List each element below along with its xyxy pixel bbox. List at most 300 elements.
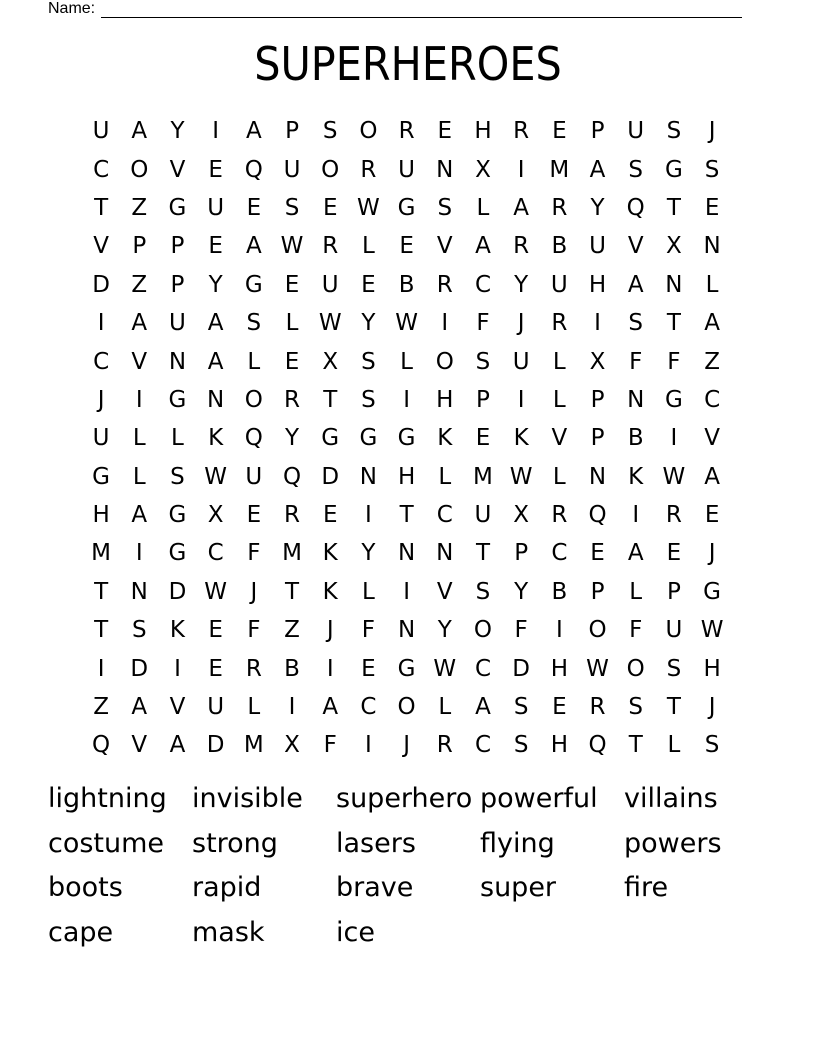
grid-letter: W	[662, 463, 686, 490]
grid-letter: C	[207, 540, 224, 567]
grid-letter: A	[475, 694, 491, 721]
grid-letter: R	[513, 233, 530, 260]
grid-letter: H	[397, 463, 416, 490]
grid-letter: C	[704, 386, 721, 413]
grid-letter: L	[171, 425, 184, 452]
grid-letter: F	[247, 617, 261, 644]
grid-letter: B	[551, 233, 568, 260]
grid-letter: P	[132, 233, 147, 260]
grid-letter: Z	[284, 617, 300, 644]
grid-letter: T	[475, 540, 490, 567]
grid-letter: A	[627, 271, 644, 298]
grid-letter: S	[246, 310, 262, 337]
grid-letter: T	[94, 617, 109, 644]
grid-letter: V	[551, 425, 568, 452]
grid-letter: U	[207, 694, 225, 721]
grid-letter: K	[628, 463, 644, 490]
grid-letter: A	[627, 540, 644, 567]
grid-letter: O	[626, 655, 645, 682]
grid-letter: A	[207, 348, 224, 375]
grid-letter: O	[397, 694, 416, 721]
grid-letter: R	[589, 694, 606, 721]
grid-letter: L	[705, 271, 719, 298]
grid-letter: S	[704, 156, 720, 183]
grid-letter: E	[552, 694, 567, 721]
grid-letter: U	[321, 271, 339, 298]
grid-letter: L	[361, 578, 375, 605]
grid-letter: N	[168, 348, 187, 375]
grid-letter: S	[131, 617, 147, 644]
grid-letter: P	[170, 233, 185, 260]
grid-letter: C	[474, 655, 491, 682]
grid-letter: E	[361, 655, 376, 682]
grid-letter: I	[632, 502, 640, 529]
grid-letter: X	[475, 156, 491, 183]
grid-letter: W	[395, 310, 418, 337]
grid-letter: H	[703, 655, 721, 682]
grid-letter: E	[246, 194, 262, 221]
grid-letter: E	[284, 348, 300, 375]
grid-letter: K	[208, 425, 224, 452]
grid-letter: I	[517, 386, 525, 413]
grid-letter: G	[168, 194, 187, 221]
grid-letter: W	[357, 194, 380, 221]
grid-letter: R	[245, 655, 262, 682]
grid-letter: U	[665, 617, 683, 644]
grid-letter: J	[708, 694, 716, 721]
grid-letter: E	[552, 118, 567, 145]
grid-letter: F	[361, 617, 376, 644]
grid-letter: D	[321, 463, 340, 490]
grid-letter: S	[666, 118, 682, 145]
grid-letter: E	[399, 233, 414, 260]
grid-letter: I	[212, 118, 220, 145]
grid-letter: M	[91, 540, 112, 567]
grid-letter: E	[208, 156, 223, 183]
word-list-item: strong	[192, 827, 278, 859]
grid-letter: H	[550, 732, 568, 759]
grid-letter: B	[398, 271, 415, 298]
grid-letter: I	[670, 425, 678, 452]
grid-letter: G	[397, 425, 416, 452]
grid-letter: O	[321, 156, 340, 183]
grid-letter: Y	[208, 271, 223, 298]
grid-letter: J	[517, 310, 525, 337]
grid-letter: S	[628, 694, 644, 721]
word-list-item: super	[480, 872, 557, 904]
grid-letter: W	[280, 233, 304, 260]
grid-letter: I	[288, 694, 296, 721]
grid-letter: H	[92, 502, 110, 529]
word-list-item: powers	[624, 827, 722, 859]
grid-letter: A	[704, 463, 720, 490]
grid-letter: U	[169, 310, 186, 337]
grid-letter: C	[436, 502, 453, 529]
grid-letter: I	[97, 310, 105, 337]
word-list-item: cape	[48, 917, 114, 949]
grid-letter: G	[168, 502, 187, 529]
grid-letter: Q	[588, 502, 607, 529]
grid-letter: P	[590, 425, 605, 452]
grid-letter: Z	[93, 694, 109, 721]
grid-letter: C	[551, 540, 568, 567]
grid-letter: K	[169, 617, 186, 644]
grid-letter: S	[704, 732, 720, 759]
grid-letter: L	[400, 348, 413, 375]
grid-letter: Q	[244, 425, 263, 452]
grid-letter: I	[594, 310, 601, 337]
grid-letter: J	[97, 386, 105, 413]
grid-letter: M	[243, 732, 264, 759]
grid-letter: X	[666, 233, 682, 260]
word-list-item: ice	[336, 917, 375, 949]
grid-letter: E	[284, 271, 300, 298]
grid-letter: W	[433, 655, 457, 682]
grid-letter: J	[708, 540, 716, 567]
grid-letter: X	[207, 502, 224, 529]
grid-letter: G	[397, 194, 416, 221]
grid-letter: A	[322, 694, 339, 721]
grid-letter: F	[247, 540, 261, 567]
grid-letter: U	[589, 233, 606, 260]
grid-letter: G	[703, 578, 721, 605]
grid-letter: F	[514, 617, 528, 644]
grid-letter: O	[130, 156, 149, 183]
grid-letter: I	[403, 578, 410, 605]
word-list-item: boots	[48, 872, 123, 904]
grid-letter: Q	[244, 156, 263, 183]
grid-letter: I	[517, 156, 525, 183]
grid-letter: J	[250, 578, 258, 605]
grid-letter: I	[97, 655, 105, 682]
grid-letter: R	[398, 118, 415, 145]
grid-letter: R	[436, 732, 453, 759]
grid-letter: P	[590, 578, 605, 605]
grid-letter: M	[549, 156, 570, 183]
grid-letter: P	[590, 386, 605, 413]
grid-letter: L	[132, 463, 146, 490]
grid-letter: F	[667, 348, 681, 375]
grid-letter: I	[441, 310, 449, 337]
grid-letter: C	[474, 271, 491, 298]
grid-letter: S	[284, 194, 300, 221]
grid-letter: L	[132, 425, 146, 452]
grid-letter: L	[247, 348, 261, 375]
grid-letter: R	[284, 502, 301, 529]
grid-letter: N	[436, 540, 454, 567]
grid-letter: H	[474, 118, 492, 145]
grid-letter: E	[704, 502, 720, 529]
grid-letter: P	[514, 540, 529, 567]
grid-letter: N	[665, 271, 683, 298]
grid-letter: Y	[285, 425, 300, 452]
grid-letter: V	[169, 694, 186, 721]
word-list-item: flying	[480, 827, 555, 859]
grid-letter: L	[438, 694, 452, 721]
grid-letter: V	[627, 233, 644, 260]
grid-letter: L	[552, 348, 566, 375]
word-list-item: rapid	[192, 872, 262, 904]
grid-letter: R	[551, 310, 568, 337]
word-list-item: fire	[624, 872, 669, 904]
grid-letter: A	[704, 310, 720, 337]
grid-letter: S	[513, 732, 529, 759]
grid-letter: E	[361, 271, 376, 298]
grid-letter: O	[359, 118, 378, 145]
grid-letter: A	[207, 310, 224, 337]
grid-letter: K	[437, 425, 453, 452]
grid-letter: V	[131, 732, 148, 759]
grid-letter: A	[245, 233, 262, 260]
word-list-item: lightning	[48, 783, 167, 814]
grid-letter: Z	[131, 271, 148, 298]
grid-letter: L	[285, 310, 299, 337]
grid-letter: Q	[626, 194, 645, 221]
grid-letter: A	[131, 694, 148, 721]
grid-letter: C	[93, 348, 110, 375]
grid-letter: B	[551, 578, 568, 605]
grid-letter: H	[588, 271, 607, 298]
word-list	[48, 778, 768, 957]
grid-letter: M	[473, 463, 493, 490]
grid-letter: Y	[590, 194, 605, 221]
grid-letter: G	[92, 463, 110, 490]
grid-letter: Y	[514, 271, 529, 298]
grid-letter: S	[437, 194, 453, 221]
name-label: Name:	[48, 0, 96, 17]
grid-letter: S	[170, 463, 185, 490]
grid-letter: A	[475, 233, 491, 260]
grid-letter: O	[244, 386, 263, 413]
grid-letter: U	[207, 194, 225, 221]
page-title: SUPERHEROES	[254, 37, 562, 91]
grid-letter: U	[627, 118, 645, 145]
grid-letter: Y	[437, 617, 452, 644]
grid-letter: T	[94, 578, 109, 605]
grid-letter: I	[135, 540, 143, 567]
grid-letter: S	[361, 348, 376, 375]
grid-letter: W	[586, 655, 609, 682]
grid-letter: A	[589, 156, 606, 183]
grid-letter: Z	[704, 348, 720, 375]
grid-letter: F	[476, 310, 490, 337]
grid-letter: V	[131, 348, 148, 375]
grid-letter: A	[131, 118, 148, 145]
grid-letter: N	[703, 233, 721, 260]
grid-letter: S	[475, 578, 491, 605]
grid-letter: Q	[92, 732, 111, 759]
grid-letter: I	[135, 386, 143, 413]
grid-letter: T	[94, 194, 109, 221]
grid-letter: E	[475, 425, 491, 452]
grid-letter: O	[473, 617, 493, 644]
grid-letter: T	[285, 578, 300, 605]
word-list-item: villains	[624, 783, 718, 814]
grid-letter: G	[664, 156, 683, 183]
grid-letter: H	[550, 655, 568, 682]
grid-letter: K	[513, 425, 529, 452]
grid-letter: P	[285, 118, 299, 145]
grid-letter: F	[629, 617, 643, 644]
grid-letter: X	[589, 348, 606, 375]
grid-letter: C	[360, 694, 377, 721]
grid-letter: K	[322, 578, 338, 605]
grid-letter: A	[245, 118, 262, 145]
grid-letter: Z	[131, 194, 148, 221]
grid-letter: Y	[361, 310, 376, 337]
grid-letter: Y	[170, 118, 185, 145]
name-field	[48, 0, 742, 18]
grid-letter: X	[322, 348, 339, 375]
grid-letter: D	[512, 655, 531, 682]
grid-letter: A	[169, 732, 186, 759]
word-list-item: costume	[48, 827, 165, 859]
grid-letter: F	[629, 348, 643, 375]
grid-letter: I	[403, 386, 410, 413]
grid-letter: N	[397, 617, 416, 644]
grid-letter: G	[397, 655, 416, 682]
grid-letter: N	[627, 386, 645, 413]
grid-letter: T	[323, 386, 338, 413]
grid-letter: L	[438, 463, 452, 490]
grid-letter: E	[246, 502, 262, 529]
grid-letter: U	[512, 348, 530, 375]
word-list-item: superhero	[336, 783, 473, 814]
word-list-item: mask	[192, 917, 265, 949]
grid-letter: U	[92, 118, 110, 145]
grid-letter: V	[436, 578, 453, 605]
grid-letter: G	[321, 425, 340, 452]
grid-letter: P	[666, 578, 681, 605]
grid-letter: E	[322, 502, 338, 529]
grid-letter: N	[436, 156, 454, 183]
grid-letter: S	[628, 156, 644, 183]
grid-letter: E	[208, 617, 223, 644]
grid-letter: T	[666, 194, 681, 221]
grid-letter: N	[588, 463, 607, 490]
grid-letter: M	[282, 540, 302, 567]
grid-letter: R	[513, 118, 530, 145]
grid-letter: Q	[588, 732, 607, 759]
grid-letter: J	[326, 617, 334, 644]
grid-letter: A	[131, 502, 148, 529]
grid-letter: N	[397, 540, 416, 567]
grid-letter: R	[360, 156, 377, 183]
grid-letter: E	[590, 540, 605, 567]
grid-letter: Y	[514, 578, 529, 605]
grid-letter: E	[704, 194, 720, 221]
word-list-item: lasers	[336, 827, 416, 859]
grid-letter: I	[326, 655, 334, 682]
grid-letter: U	[245, 463, 263, 490]
grid-letter: L	[361, 233, 375, 260]
grid-letter: S	[666, 655, 682, 682]
grid-letter: T	[399, 502, 414, 529]
grid-letter: S	[475, 348, 491, 375]
grid-letter: L	[629, 578, 643, 605]
grid-letter: U	[474, 502, 492, 529]
grid-letter: U	[92, 425, 110, 452]
grid-letter: J	[708, 118, 716, 145]
grid-letter: O	[435, 348, 454, 375]
grid-letter: I	[174, 655, 181, 682]
grid-letter: R	[551, 502, 568, 529]
grid-letter: W	[204, 578, 228, 605]
grid-letter: L	[476, 194, 490, 221]
grid-letter: N	[207, 386, 225, 413]
name-underline	[101, 3, 742, 18]
grid-letter: S	[361, 386, 376, 413]
grid-letter: J	[403, 732, 410, 759]
grid-letter: V	[169, 156, 186, 183]
grid-letter: S	[513, 694, 529, 721]
grid-letter: N	[130, 578, 148, 605]
grid-letter: S	[322, 118, 338, 145]
grid-letter: I	[365, 502, 372, 529]
grid-letter: H	[436, 386, 454, 413]
grid-letter: E	[322, 194, 338, 221]
grid-letter: D	[130, 655, 149, 682]
grid-letter: R	[551, 194, 568, 221]
grid-letter: R	[322, 233, 339, 260]
grid-letter: V	[93, 233, 109, 260]
grid-letter: E	[437, 118, 453, 145]
grid-letter: T	[666, 310, 681, 337]
grid-letter: D	[92, 271, 110, 298]
grid-letter: B	[627, 425, 644, 452]
grid-letter: X	[284, 732, 300, 759]
grid-letter: U	[550, 271, 568, 298]
grid-letter: T	[666, 694, 681, 721]
grid-letter: U	[283, 156, 301, 183]
grid-letter: V	[704, 425, 720, 452]
grid-letter: S	[628, 310, 644, 337]
grid-letter: B	[284, 655, 300, 682]
grid-letter: G	[359, 425, 378, 452]
grid-letter: E	[666, 540, 682, 567]
grid-letter: P	[590, 118, 605, 145]
grid-letter: D	[206, 732, 225, 759]
grid-letter: I	[555, 617, 563, 644]
grid-letter: L	[552, 386, 566, 413]
grid-letter: P	[170, 271, 185, 298]
grid-letter: Y	[361, 540, 376, 567]
grid-letter: R	[284, 386, 301, 413]
grid-letter: R	[436, 271, 453, 298]
grid-letter: V	[436, 233, 453, 260]
grid-letter: C	[474, 732, 491, 759]
grid-letter: L	[552, 463, 566, 490]
grid-letter: A	[513, 194, 530, 221]
word-list-item: powerful	[480, 783, 598, 814]
grid-letter: K	[322, 540, 338, 567]
letter-grid	[82, 112, 731, 765]
grid-letter: D	[168, 578, 187, 605]
grid-letter: T	[628, 732, 643, 759]
grid-letter: E	[208, 655, 223, 682]
grid-letter: P	[476, 386, 490, 413]
grid-letter: I	[365, 732, 372, 759]
grid-letter: W	[700, 617, 724, 644]
word-list-item: brave	[336, 872, 414, 904]
grid-letter: W	[318, 310, 342, 337]
grid-letter: W	[509, 463, 533, 490]
grid-letter: W	[204, 463, 228, 490]
grid-letter: G	[168, 540, 187, 567]
grid-letter: G	[168, 386, 187, 413]
grid-letter: R	[665, 502, 682, 529]
grid-letter: G	[244, 271, 263, 298]
